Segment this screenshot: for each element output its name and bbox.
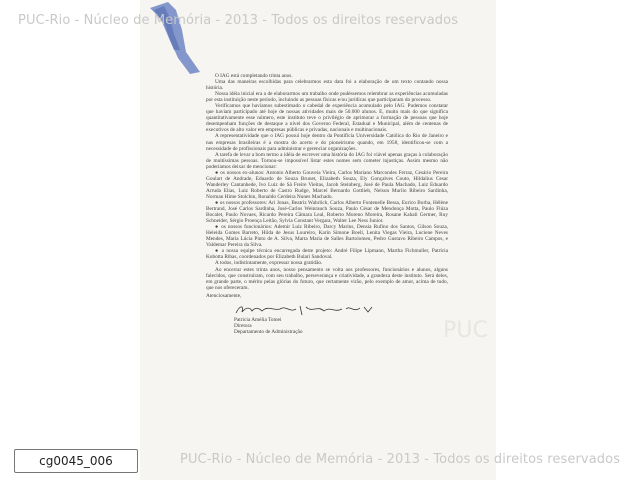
letter-paragraph: Ao encerrar estes trinta anos, nosso pensamento se volta aos professores, funcionários e alunos, alguns falecidos, que construíram, com seu trabalho, perseverança e criatividade, a grandeza deste instituto. Será deles, em grande parte, o mérito pelas glórias do futuro, que certamente virão, pelo exemplo de amor, acima de tudo, que nos ofereceram. — [206, 266, 448, 291]
letter-closing: Atenciosamente, — [206, 292, 242, 299]
signature-title: Diretora — [234, 322, 252, 329]
letter-paragraph: Uma das maneiras escolhidas para celebrarmos esta data foi a elaboração de um texto contando nossa história. — [206, 79, 448, 92]
signature-department: Departamento de Administração — [234, 328, 303, 335]
letter-bullet-professors: ● os nossos professores: Ari Jonas, Beatriz Wahrlich, Carlos Alberto Fontenelle Bessa, Eurico Borba, Hélène Bertrand, José Carlos Sardinha, José-Carlos Weinrauch Souza, Paulo César de Mendonça Motta, Paulo Flúza Bocalet, Paulo Novaes, Ricardo Pereira Câmara Leal, Roberto Moreno Moreira, Rosane Kahali Gertner, Ruy Schneider, Sérgio Proença Leitão, Sylvia Constant Vergara, Walter Lee Ness Junior. — [206, 199, 448, 225]
watermark-top: PUC-Rio - Núcleo de Memória - 2013 - Todos os direitos reservados — [18, 13, 459, 28]
letter-bullet-staff: ● os nossos funcionários: Ademir Luiz Ribeiro, Darcy Marins, Densia Rufino dos Santos, Gilson Souza, Heleida Gomes Barreto, Hilda de Jesus Loureiro, Karin Simone Boell, Lenita Viegas Vieira, Luciene Neves Mendes, Maria Lúcia Pinto de A. Silva, Marta Maria de Salles Bartolomeu, Pedro Gustavo Ribeiro Campos, e Valdemar Pereira da Silva. — [206, 224, 448, 249]
document-id-label: cg0045_006 — [14, 449, 138, 473]
letter-paragraph: Verificamos que havíamos subestimado o cabedal de experiência acumulado pelo IAG. Pudemos constatar que haviam participado até hoje de nossas atividades mais de 50.000 alunos. E, muito mais do que significa quantitativamente esse número, este instituto teve o privilégio de aprimorar a formação de pessoas que hoje desempenham funções de destaque a nível dos Governo Federal, Estadual e Municipal, além de centenas de executivos de alto valor em empresas públicas e privadas, nacionais e multinacionais. — [206, 103, 448, 134]
watermark-bottom: PUC-Rio - Núcleo de Memória - 2013 - Todos os direitos reservados — [180, 452, 621, 467]
handwritten-signature — [206, 303, 448, 317]
letter-bullet-alumni: ● os nossos ex-alunos: Antonio Alberto Gouveia Vieira, Carlos Mariano Marcondes Ferraz, Cesário Pereira Goulart de Andrade, Eduardo de Souza Brunet, Elizabeth Souza, Ely Gonçalves Couto, Hildalius Cesar Wanderley Cantanhede, Ivo Luiz de Sá Freire Vieitas, Jacob Steinberg, José de Paula Machado, Luiz Eduardo Arruda Elias, Luiz Roberto de Castro Rudge, Marcel Bernardo Gottlieb, Nelson Murilo Ribeiro Sardinha, Norman Hime Stolchin, Ronaldo Cerdeira Nunes Machado. — [206, 169, 448, 200]
document-page — [140, 0, 496, 480]
letter-paragraph: Nossa idéia inicial era a de elaborarmos um trabalho onde pudéssemos relembrar as experiências acumuladas por esta instituição neste período, incluindo as pessoas físicas e/ou jurídicas que participaram do processo. — [206, 91, 448, 104]
letter-paragraph: A todos, indistintamente, expressar nossa gratidão. — [215, 260, 323, 267]
letter-body — [206, 73, 448, 335]
watermark-right: PUC — [443, 318, 489, 343]
letter-bullet-team: ● a nossa equipe técnica encarregada deste projeto: André Filipe Lipmann, Martha Fichmuller, Patrícia Kubotta Ribas, coordenados por Elizabeth Bulari Sandoval. — [206, 248, 448, 261]
letter-paragraph: A representatividade que o IAG possui hoje dentro da Pontifícia Universidade Católica do Rio de Janeiro e nas empresas brasileiras é a mostra do acerto e do pioneirismo quando, em 1958, identificou-se com a necessidade de profissionais para administrar e gerenciar organizações. — [206, 133, 448, 152]
decorative-brush-stroke — [140, 0, 220, 80]
letter-paragraph: A tarefa de levar a bom termo a idéia de escrever uma história do IAG foi viável apenas graças à colaboração de muitíssimas pessoas. Tornou-se impossível listar estes nomes sem cometer injustiças. Assim mesmo não poderíamos deixar de mencionar: — [206, 151, 448, 170]
signature-name: Patricia Amélia Tomei — [234, 316, 282, 323]
letter-paragraph: O IAG está completando trinta anos. — [215, 73, 293, 79]
